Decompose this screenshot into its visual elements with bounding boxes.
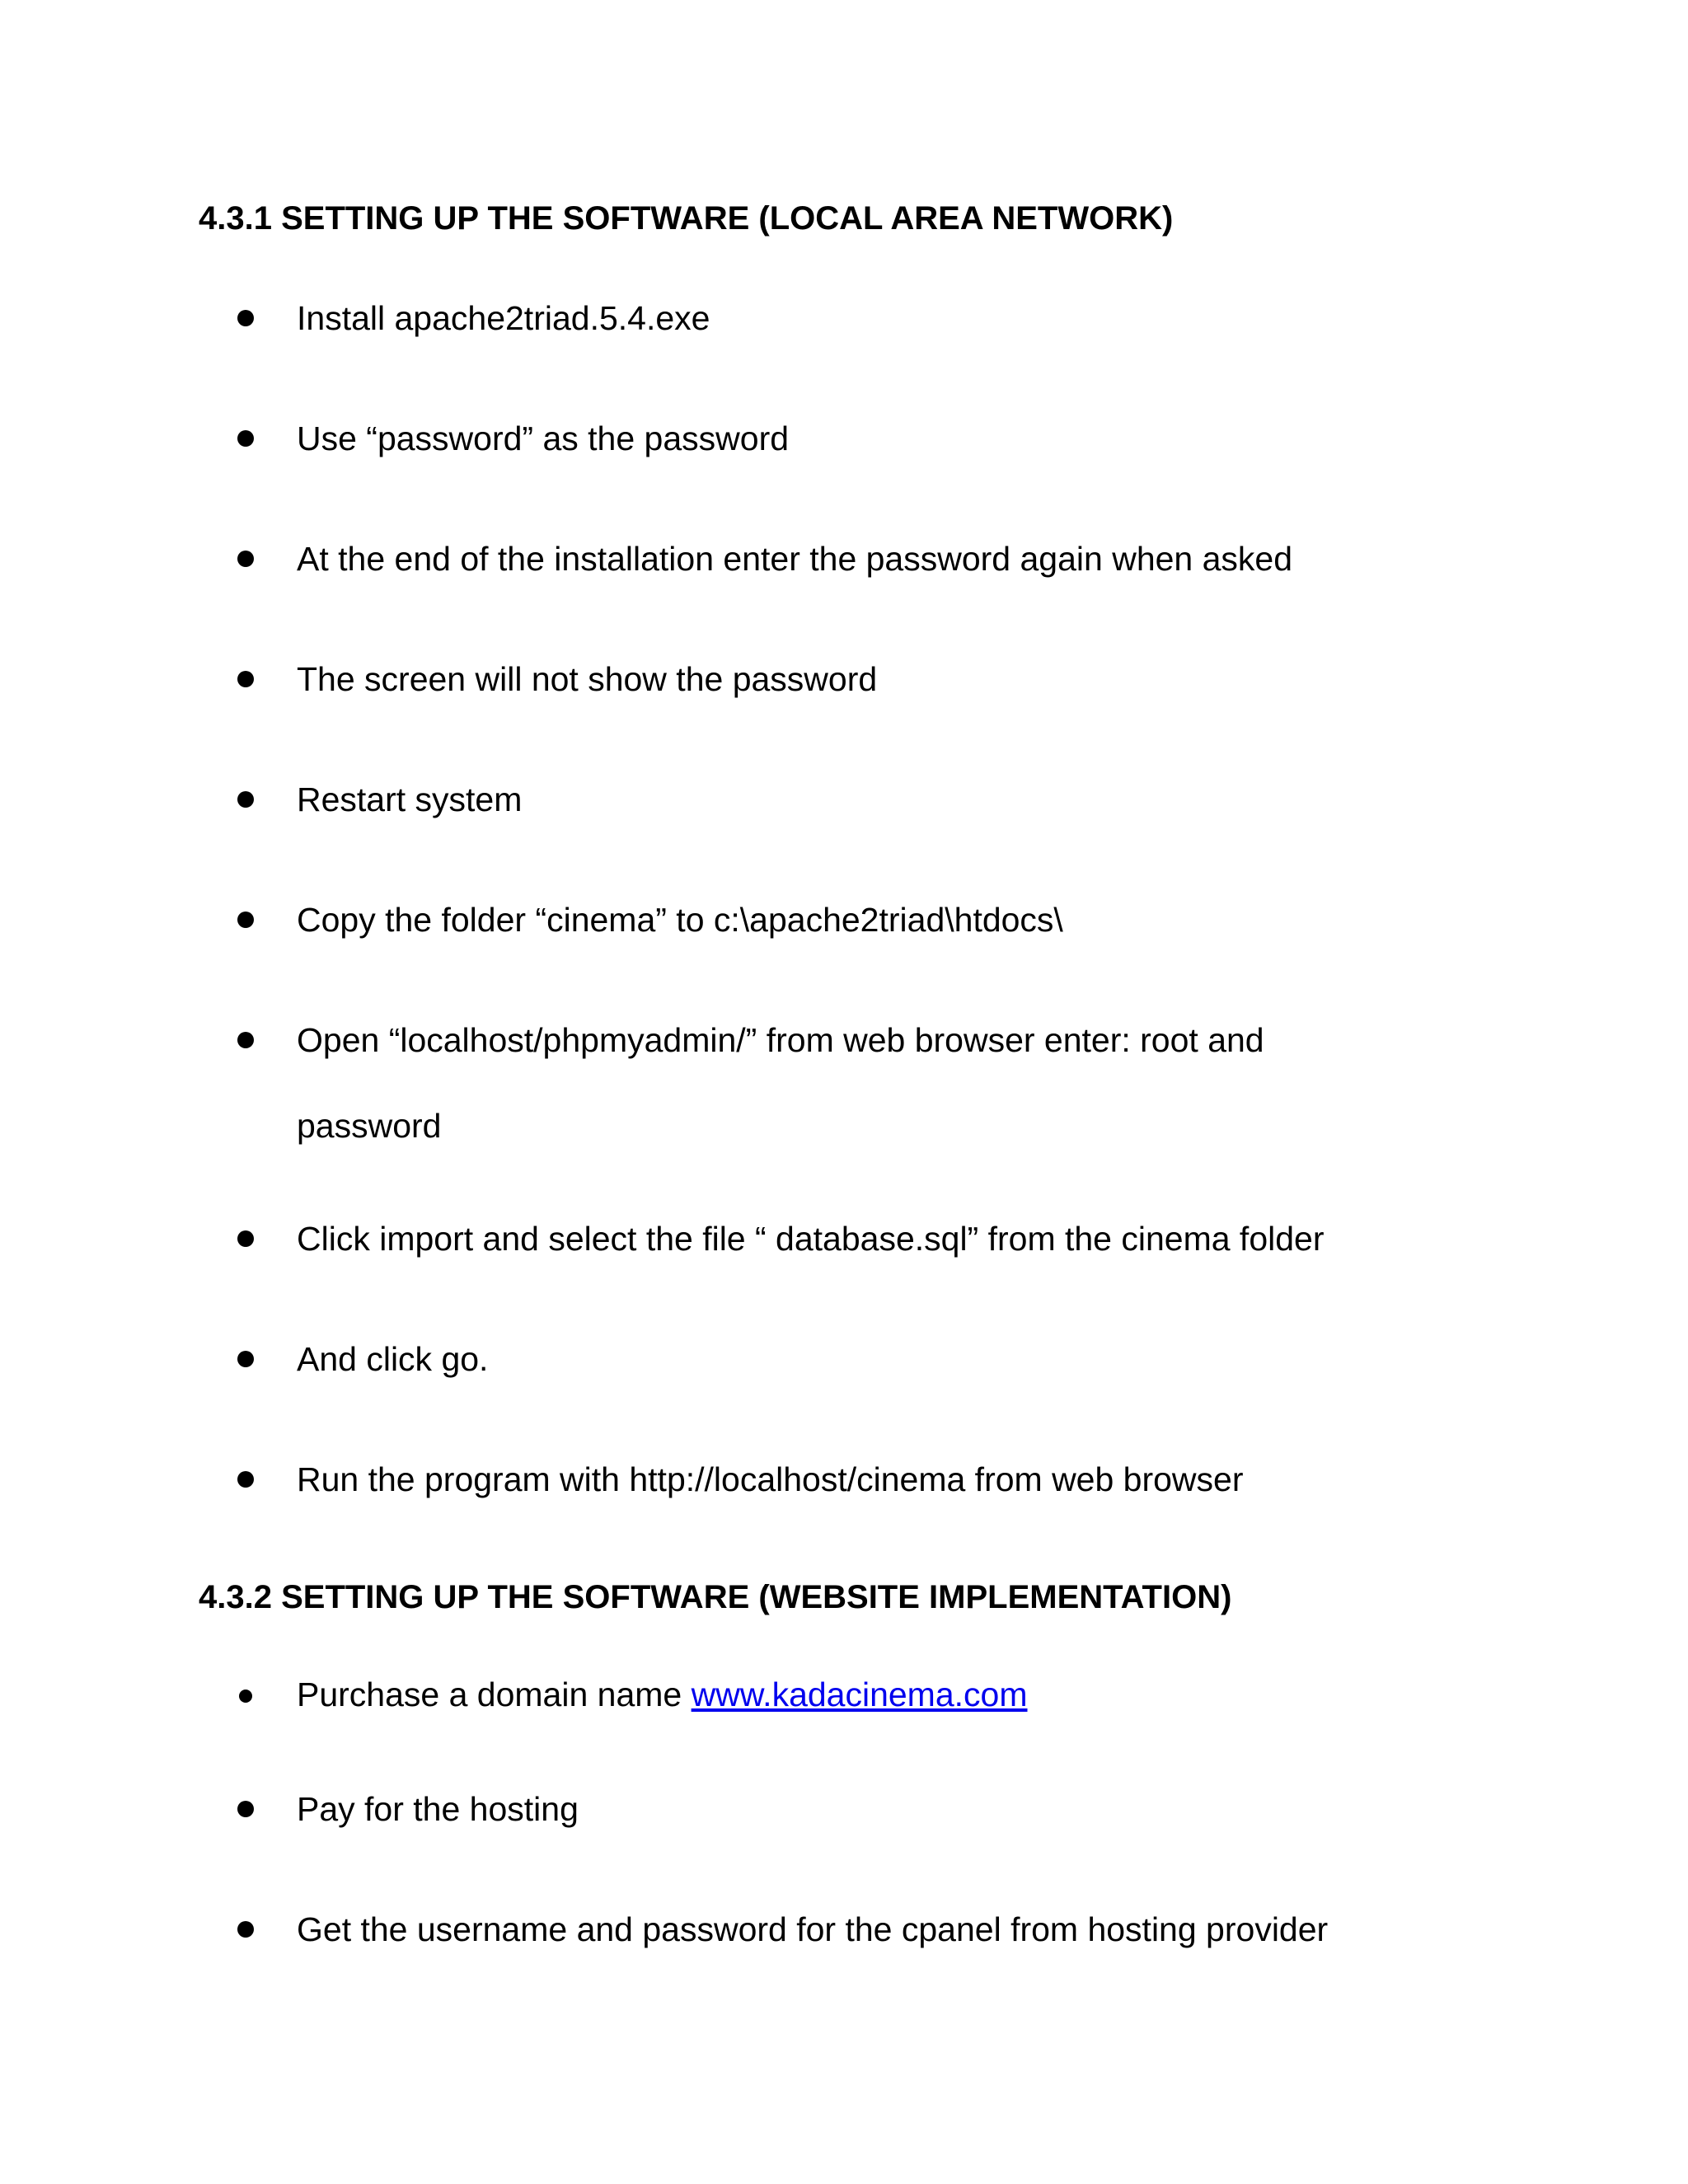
list-item-text: Use “password” as the password bbox=[297, 419, 790, 457]
list-item-text-continuation: password bbox=[297, 1107, 442, 1145]
bullet-icon bbox=[237, 1351, 254, 1367]
bullet-icon bbox=[239, 1690, 252, 1703]
list-item-text: Click import and select the file “ database.sql” from the cinema folder bbox=[297, 1220, 1325, 1258]
bullet-icon bbox=[237, 1801, 254, 1817]
list-item-text: Open “localhost/phpmyadmin/” from web browser enter: root and bbox=[297, 1021, 1264, 1059]
bullet-icon bbox=[237, 671, 254, 687]
bullet-icon bbox=[237, 791, 254, 808]
bullet-icon bbox=[237, 1230, 254, 1247]
list-item-text: Pay for the hosting bbox=[297, 1790, 579, 1828]
list-item-text: Install apache2triad.5.4.exe bbox=[297, 299, 710, 337]
list-item-text: And click go. bbox=[297, 1340, 489, 1378]
bullet-icon bbox=[237, 912, 254, 928]
bullet-icon bbox=[237, 551, 254, 567]
bullet-icon bbox=[237, 1471, 254, 1488]
list-item-text: Run the program with http://localhost/cinema from web browser bbox=[297, 1460, 1244, 1498]
list-item-text: At the end of the installation enter the password again when asked bbox=[297, 540, 1293, 578]
bullet-icon bbox=[237, 430, 254, 447]
section-heading-local-network: 4.3.1 SETTING UP THE SOFTWARE (LOCAL AREA NETWORK) bbox=[199, 200, 1174, 237]
bullet-icon bbox=[237, 310, 254, 326]
bullet-icon bbox=[237, 1921, 254, 1938]
list-item-text: The screen will not show the password bbox=[297, 660, 878, 698]
section-heading-website: 4.3.2 SETTING UP THE SOFTWARE (WEBSITE IMPLEMENTATION) bbox=[199, 1579, 1232, 1615]
list-item-text: Restart system bbox=[297, 780, 523, 818]
list-item-text: Copy the folder “cinema” to c:\apache2triad\htdocs\ bbox=[297, 901, 1063, 939]
domain-link[interactable]: www.kadacinema.com bbox=[691, 1675, 1028, 1713]
list-item-text: Get the username and password for the cpanel from hosting provider bbox=[297, 1910, 1329, 1948]
list-item-prefix: Purchase a domain name bbox=[297, 1675, 692, 1713]
bullet-icon bbox=[237, 1032, 254, 1048]
list-item-text bbox=[297, 1652, 1533, 1737]
